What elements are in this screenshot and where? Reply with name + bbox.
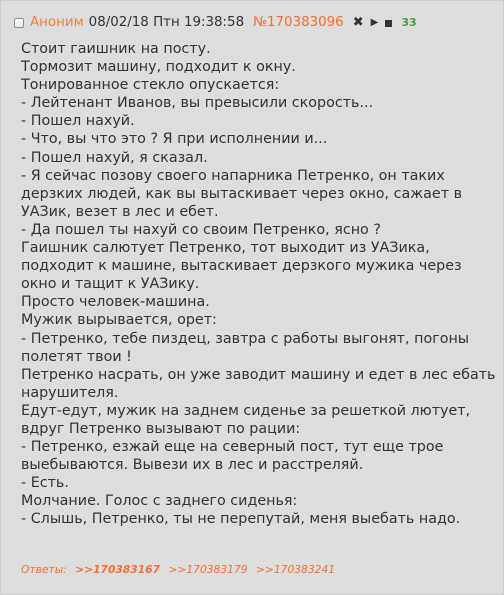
post-number[interactable]: №170383096 xyxy=(253,15,344,30)
message-line: полетят твои ! xyxy=(21,348,132,365)
message-line: УАЗик, везет в лес и ебет. xyxy=(21,203,219,220)
message-line: выебываются. Вывези их в лес и расстреляй. xyxy=(21,457,364,474)
post-select-checkbox[interactable] xyxy=(14,18,24,28)
message-line: - Пошел нахуй. xyxy=(21,113,135,130)
post-replies xyxy=(21,563,340,577)
reply-link[interactable]: >>170383179 xyxy=(168,563,248,576)
reply-link[interactable]: >>170383167 xyxy=(75,563,161,576)
message-line: Молчание. Голос с заднего сиденья: xyxy=(21,493,298,510)
reply-link[interactable]: >>170383241 xyxy=(255,563,336,576)
post-date: 08/02/18 Птн 19:38:58 xyxy=(88,15,245,30)
post-buttons xyxy=(353,15,417,31)
hide-icon[interactable]: ✖ xyxy=(352,15,364,30)
message-line: нарушителя. xyxy=(21,384,119,401)
message-line: подходит к машине, вытаскивает дерзкого мужика через xyxy=(21,258,462,275)
message-line: - Я сейчас позову своего напарника Петренко, он таких xyxy=(21,167,445,184)
replies-label: Ответы: xyxy=(21,563,67,576)
message-line: Стоит гаишник на посту. xyxy=(21,41,211,57)
message-line: - Да пошел ты нахуй со своим Петренко, ясно ? xyxy=(21,221,381,238)
message-line: Мужик вырывается, орет: xyxy=(21,312,217,329)
message-line: - Петренко, тебе пиздец, завтра с работы выгонят, погоны xyxy=(21,330,470,347)
message-line: - Что, вы что это ? Я при исполнении и... xyxy=(21,131,328,148)
message-line: - Слышь, Петренко, ты не перепутай, меня выебать надо. xyxy=(21,511,461,528)
message-line: Петренко насрать, он уже заводит машину и едет в лес ебать xyxy=(21,366,496,383)
stop-icon[interactable] xyxy=(385,20,392,27)
message-line: Едут-едут, мужик на заднем сиденье за решеткой лютует, xyxy=(21,402,471,419)
post-author: Аноним xyxy=(30,15,84,30)
message-line: - Лейтенант Иванов, вы превысили скорость... xyxy=(21,95,374,112)
post-count: 33 xyxy=(401,16,417,29)
message-line: Просто человек-машина. xyxy=(21,294,210,311)
message-line: Гаишник салютует Петренко, тот выходит из УАЗика, xyxy=(21,240,430,257)
message-line: Тормозит машину, подходит к окну. xyxy=(21,59,296,76)
message-line: - Есть. xyxy=(21,475,69,492)
message-line: вдруг Петренко вызывают по рации: xyxy=(21,420,301,437)
message-line: дерзких людей, как вы вытаскивает через окно, сажает в xyxy=(21,185,462,202)
message-line: - Петренко, езжай еще на северный пост, тут еще трое xyxy=(21,439,444,456)
message-line: - Пошел нахуй, я сказал. xyxy=(21,149,208,166)
play-icon[interactable]: ▶ xyxy=(370,17,379,28)
message-line: Тонированное стекло опускается: xyxy=(21,77,280,94)
post-header xyxy=(14,15,417,31)
message-line: окно и тащит к УАЗику. xyxy=(21,276,200,293)
post-message xyxy=(21,40,501,529)
